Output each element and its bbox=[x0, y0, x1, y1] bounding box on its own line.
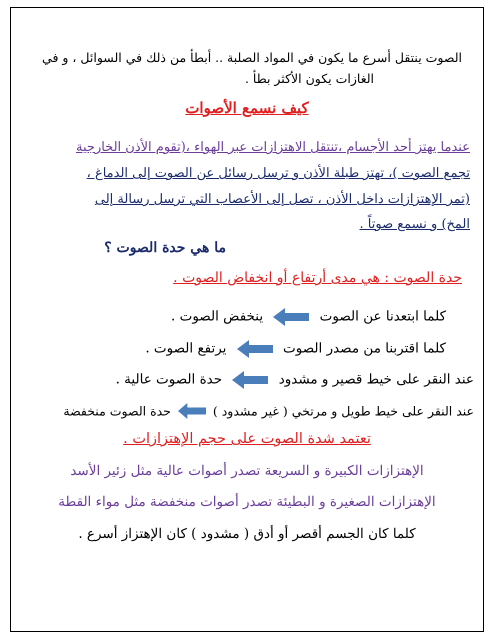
intensity-line-1: الإهتزازات الكبيرة و السريعة تصدر أصوات عالية مثل زئير الأسد bbox=[70, 463, 424, 479]
how-we-hear-line-4: المخ) و نسمع صوتاً . bbox=[359, 217, 470, 232]
pitch-row-4 bbox=[20, 403, 474, 421]
pitch-row-3-effect: حدة الصوت عالية . bbox=[115, 371, 223, 388]
pitch-definition: حدة الصوت : هي مدى أرتفاع أو انخفاض الصوت . bbox=[173, 270, 462, 286]
pitch-row-3-cause: عند النقر على خيط قصير و مشدود bbox=[278, 371, 474, 388]
intro-line-2: الغازات يكون الأكثر بطأ . bbox=[244, 71, 374, 86]
pitch-row-3 bbox=[20, 371, 474, 389]
how-we-hear-line-2: تجمع الصوت )، تهتز طبلة الأذن و ترسل رسائل عن الصوت إلى الدماغ ، bbox=[86, 166, 470, 181]
pitch-row-4-cause: عند النقر على خيط طويل و مرتخي ( غير مشدود ) bbox=[212, 403, 474, 419]
left-arrow-icon bbox=[232, 371, 268, 389]
intro-line-1: الصوت ينتقل أسرع ما يكون في المواد الصلبة .. أبطأ من ذلك في السوائل ، و في bbox=[42, 50, 462, 65]
pitch-row-1-cause: كلما ابتعدنا عن الصوت bbox=[319, 308, 446, 325]
pitch-row-1 bbox=[20, 308, 446, 326]
how-we-hear-line-1: عندما يهتز أحد الأجسام ،تنتقل الاهتزازات عبر الهواء ،(تقوم الأذن الخارجية bbox=[76, 140, 470, 155]
section-title-how-we-hear: كيف نسمع الأصوات bbox=[185, 99, 309, 117]
left-arrow-icon bbox=[237, 340, 273, 358]
intensity-title: تعتمد شدة الصوت على حجم الإهتزازات . bbox=[123, 431, 371, 447]
how-we-hear-line-3: (تمر الإهتزازات داخل الأذن ، تصل إلى الأعصاب التي ترسل رسالة إلى bbox=[94, 192, 470, 207]
pitch-row-2 bbox=[20, 340, 446, 358]
intensity-line-3: كلما كان الجسم أقصر أو أدق ( مشدود ) كان الإهتزاز أسرع . bbox=[78, 526, 416, 542]
pitch-row-4-effect: حدة الصوت منخفضة bbox=[63, 403, 171, 419]
pitch-row-2-cause: كلما اقتربنا من مصدر الصوت bbox=[283, 340, 446, 357]
pitch-row-1-effect: ينخفض الصوت . bbox=[171, 308, 264, 325]
left-arrow-icon bbox=[273, 308, 309, 326]
pitch-row-2-effect: يرتفع الصوت . bbox=[145, 340, 227, 357]
pitch-question: ما هي حدة الصوت ؟ bbox=[104, 240, 226, 256]
left-arrow-icon bbox=[178, 403, 206, 421]
intensity-line-2: الإهتزازات الصغيرة و البطيئة تصدر أصوات منخفضة مثل مواء القطة bbox=[58, 494, 436, 510]
